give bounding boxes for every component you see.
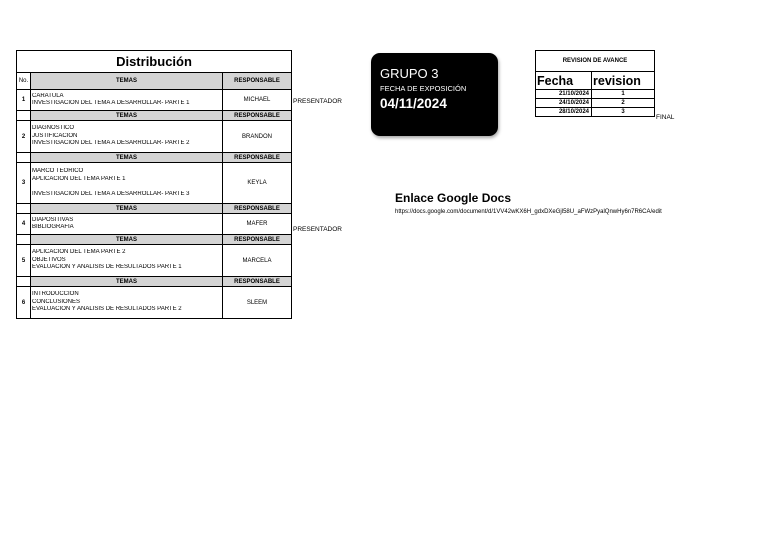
task-item: APLICACIÓN DEL TEMA PARTE 2: [32, 249, 126, 256]
revision-table: [535, 50, 655, 117]
task-item: EVALUACION Y ANALISIS DE RESULTADOS PARTE 1: [32, 264, 182, 271]
row-responsible: MICHAEL: [223, 90, 292, 111]
task-item: APLICACIÓN DEL TEMA PARTE 1: [32, 175, 126, 182]
table-row: [536, 108, 655, 117]
table-row: [17, 121, 292, 153]
row-tasks: [31, 287, 223, 319]
revision-number: 2: [592, 99, 655, 108]
task-item: DIAPOSITIVAS: [32, 216, 74, 223]
revision-number: 1: [592, 90, 655, 99]
header-temas: TEMAS: [31, 73, 223, 90]
row-tasks: [31, 245, 223, 277]
distribution-title: Distribución: [17, 51, 292, 73]
table-row: [17, 245, 292, 277]
task-item: OBJETIVOS: [32, 256, 66, 263]
task-item: INVESTIGACIÓN DEL TEMA A DESARROLLAR- PARTE 3: [32, 190, 190, 197]
row-number: 3: [17, 163, 31, 204]
distribution-table: [16, 50, 292, 319]
presenter-note: PRESENTADOR: [293, 226, 342, 233]
final-label: FINAL: [656, 114, 675, 121]
task-item: DIAGNOSTICO: [32, 125, 75, 132]
task-item: INVESTIGACIÓN DEL TEMA A DESARROLLAR- PARTE 1: [32, 100, 190, 106]
subheader-responsable: RESPONSABLE: [223, 235, 292, 245]
google-docs-link-title: Enlace Google Docs: [395, 191, 512, 205]
row-number: 1: [17, 90, 31, 111]
subheader-temas: TEMAS: [31, 235, 223, 245]
subheader-responsable: RESPONSABLE: [223, 277, 292, 287]
exposition-date-label: FECHA DE EXPOSICIÓN: [380, 84, 467, 93]
revision-date: 28/10/2024: [536, 108, 592, 117]
task-item: MARCO TEORICO: [32, 168, 84, 174]
task-item: JUSTIFICACIÓN: [32, 132, 78, 139]
row-responsible: BRANDON: [223, 121, 292, 153]
row-tasks: [31, 90, 223, 111]
task-item: INTRODUCCIÓN: [32, 291, 79, 298]
subheader-responsable: RESPONSABLE: [223, 111, 292, 121]
revision-header-revision: revision: [592, 72, 655, 90]
header-responsable: RESPONSABLE: [223, 73, 292, 90]
row-responsible: KEYLA: [223, 163, 292, 204]
table-row: [17, 287, 292, 319]
subheader-temas: TEMAS: [31, 277, 223, 287]
subheader-temas: TEMAS: [31, 111, 223, 121]
subheader-temas: TEMAS: [31, 153, 223, 163]
group-name: GRUPO 3: [380, 66, 439, 81]
task-item: CONCLUSIONES: [32, 298, 81, 305]
row-responsible: MARCELA: [223, 245, 292, 277]
table-row: [17, 163, 292, 204]
row-responsible: SLEEM: [223, 287, 292, 319]
task-item: BIBLIOGRAFIA: [32, 224, 74, 230]
row-number: 5: [17, 245, 31, 277]
header-no: No.: [17, 73, 31, 90]
subheader-responsable: RESPONSABLE: [223, 204, 292, 214]
task-item: CARATULA: [32, 92, 64, 99]
table-row: [536, 99, 655, 108]
table-row: [17, 214, 292, 235]
revision-date: 21/10/2024: [536, 90, 592, 99]
revision-header-fecha: Fecha: [536, 72, 592, 90]
subheader-responsable: RESPONSABLE: [223, 153, 292, 163]
task-item: EVALUACION Y ANALISIS DE RESULTADOS PARTE 2: [32, 306, 182, 313]
task-item: INVESTIGACIÓN DEL TEMA A DESARROLLAR- PARTE 2: [32, 140, 190, 147]
revision-number: 3: [592, 108, 655, 117]
subheader-temas: TEMAS: [31, 204, 223, 214]
google-docs-link-url[interactable]: https://docs.google.com/document/d/1VV42wKX6H_gdxDXeGjl58U_aFWzPyalQnwHy6n7R6CA/edit: [395, 209, 662, 215]
group-badge: [371, 53, 498, 136]
revision-date: 24/10/2024: [536, 99, 592, 108]
table-row: [536, 90, 655, 99]
row-responsible: MAFER: [223, 214, 292, 235]
row-number: 6: [17, 287, 31, 319]
row-number: 4: [17, 214, 31, 235]
task-item: [32, 183, 222, 191]
presenter-note: PRESENTADOR: [293, 98, 342, 105]
row-tasks: [31, 121, 223, 153]
revision-title: REVISION DE AVANCE: [536, 51, 655, 72]
exposition-date: 04/11/2024: [380, 96, 447, 111]
row-tasks: [31, 214, 223, 235]
row-tasks: [31, 163, 223, 204]
row-number: 2: [17, 121, 31, 153]
table-row: [17, 90, 292, 111]
